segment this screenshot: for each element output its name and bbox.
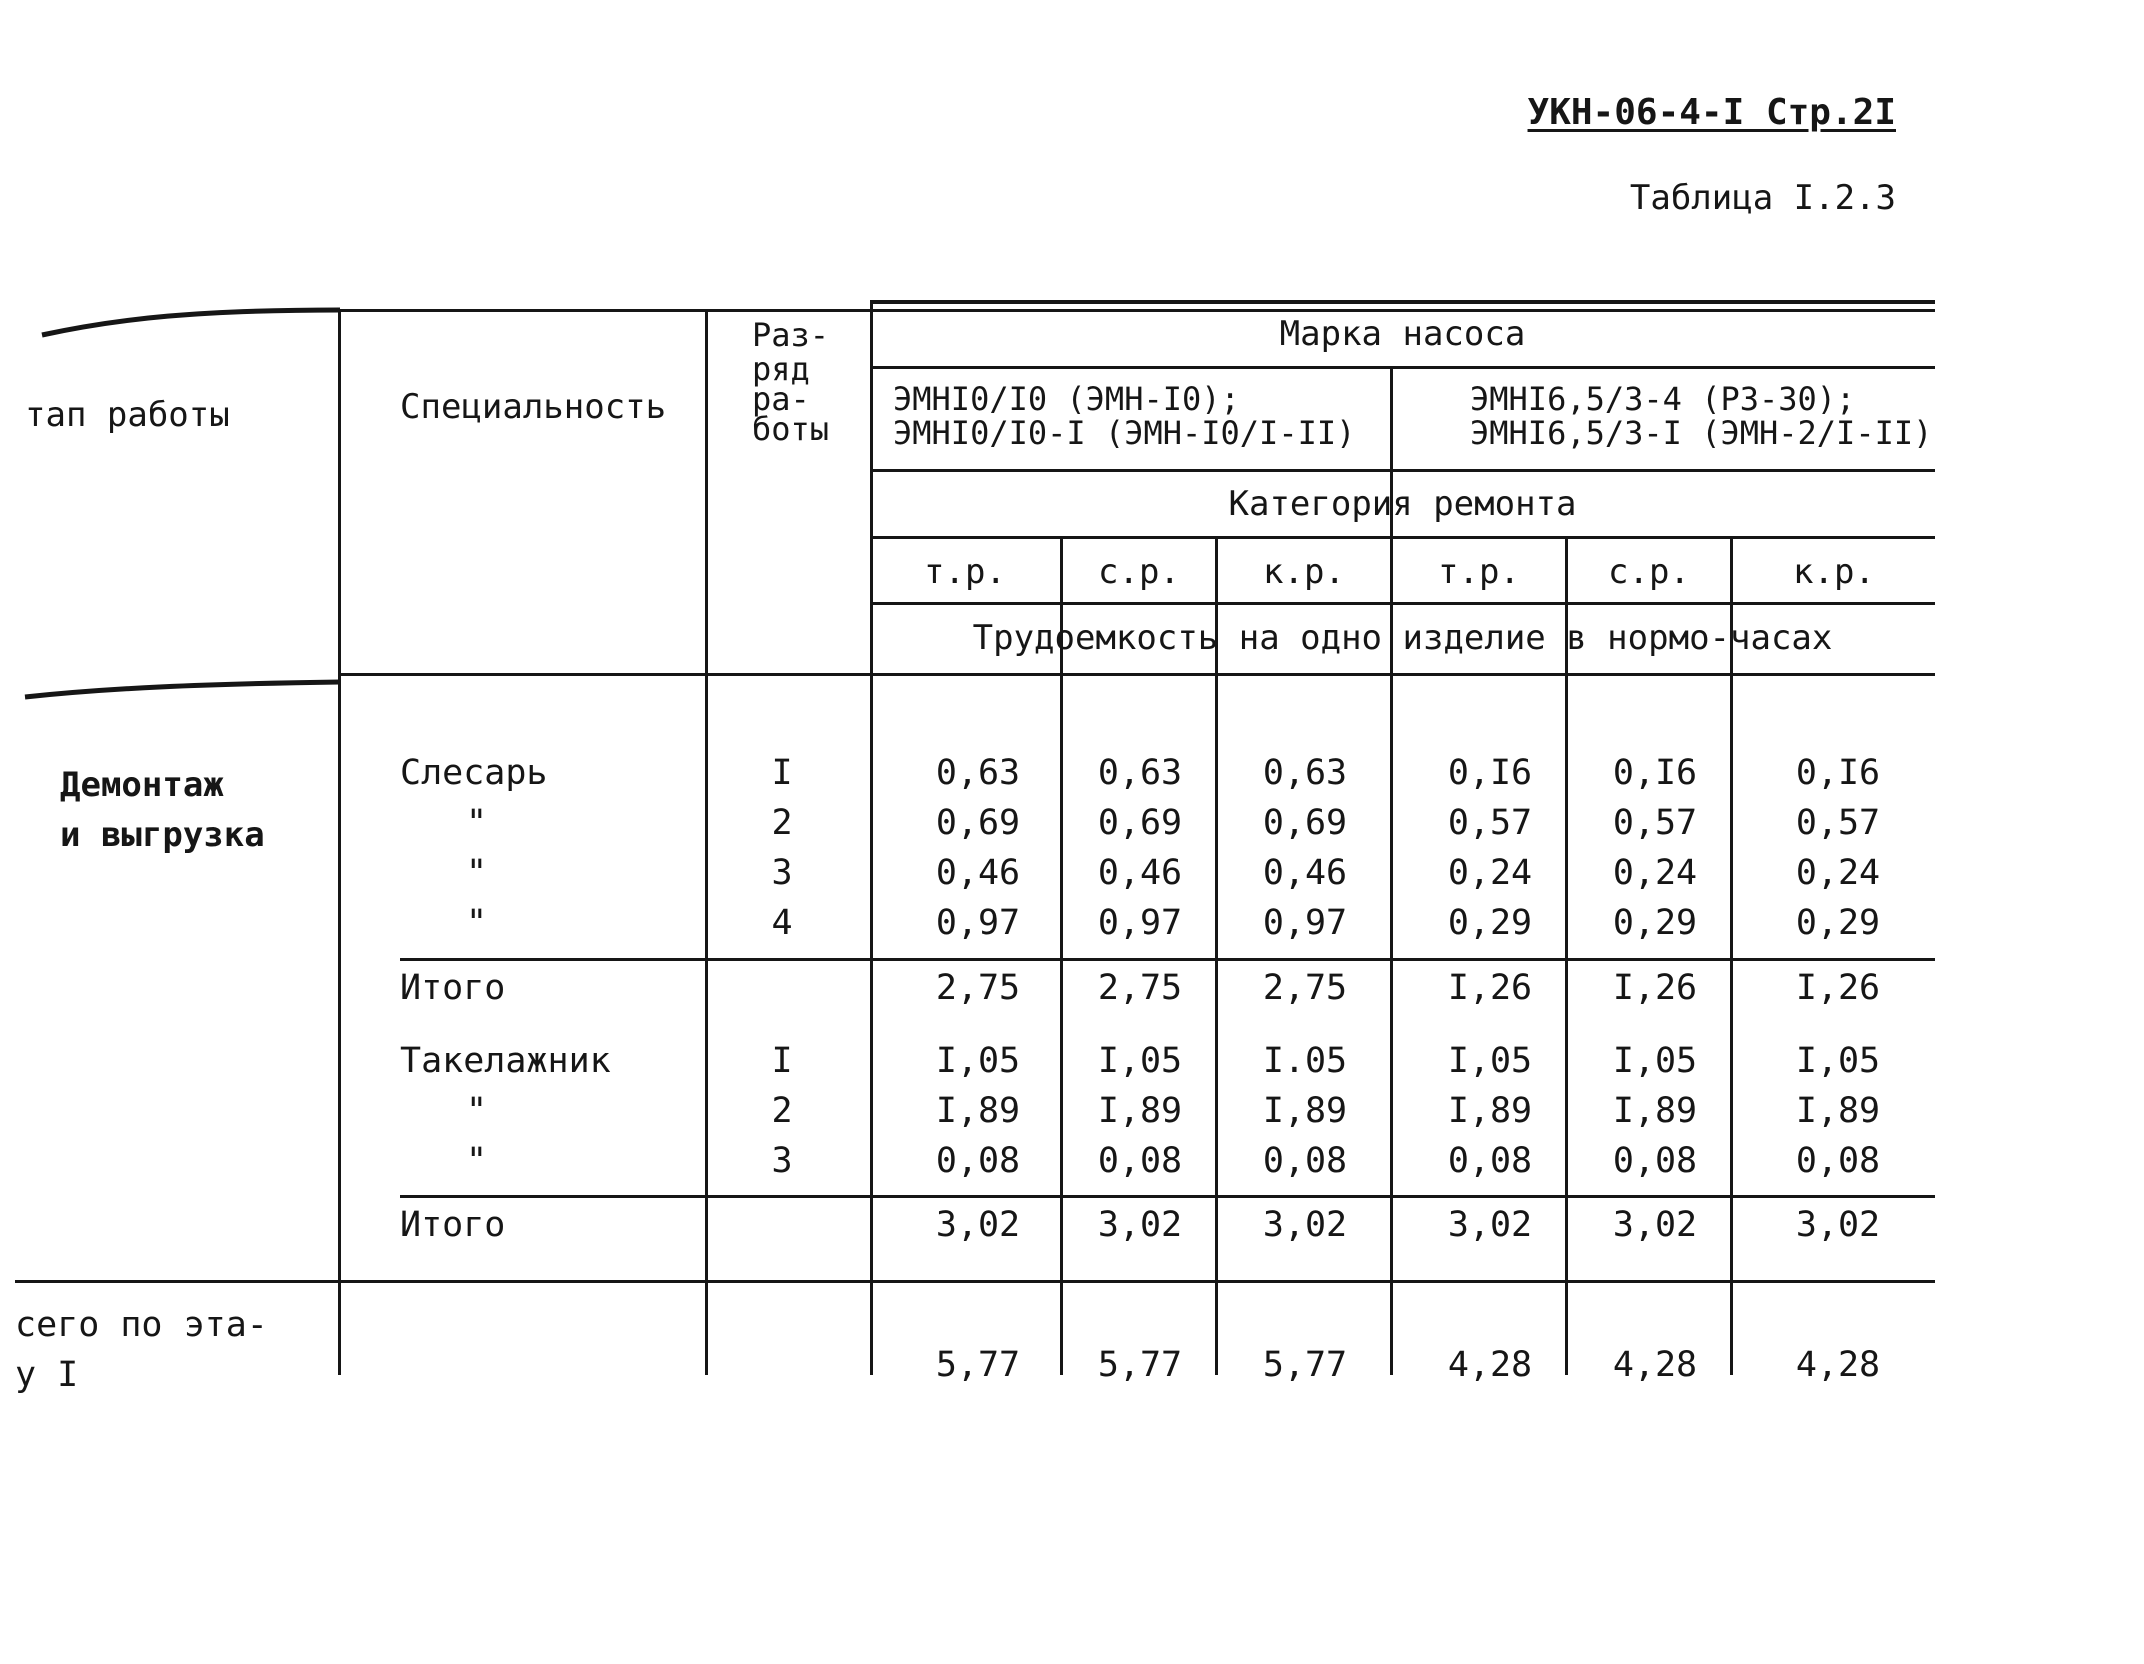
header-specialty: Специальность (400, 387, 667, 427)
col-line-g1-tr (1060, 537, 1063, 1375)
value-cell: 0,24 (1612, 853, 1698, 893)
value-cell: 0,46 (935, 853, 1021, 893)
header-rank: Раз- ряд ра- боты (752, 316, 830, 448)
value-cell: 0,63 (1262, 753, 1348, 793)
value-cell: 0,I6 (1612, 753, 1698, 793)
value-cell: I,89 (1447, 1091, 1533, 1131)
value-cell: 0,46 (1097, 853, 1183, 893)
value-cell: 2,75 (1262, 968, 1348, 1008)
rule-under-groups (870, 469, 1935, 472)
rule-total (15, 1280, 1935, 1283)
value-cell: 0,08 (1262, 1141, 1348, 1181)
value-cell: I,05 (1612, 1041, 1698, 1081)
value-cell: 0,63 (935, 753, 1021, 793)
value-cell: 2,75 (935, 968, 1021, 1008)
value-cell: 3,02 (1097, 1205, 1183, 1245)
total-value-cell: 4,28 (1447, 1345, 1533, 1385)
ditto-mark: " (466, 803, 488, 843)
table-caption: Таблица I.2.3 (1629, 178, 1896, 218)
pen-stroke-top (42, 310, 340, 335)
pump-group-1: ЭМНI0/I0 (ЭМН-I0); ЭМНI0/I0-I (ЭМН-I0/I-II) (893, 380, 1356, 452)
col-line-stage (338, 310, 341, 1375)
stage-name: Демонтаж и выгрузка (60, 765, 265, 855)
value-cell: 0,46 (1262, 853, 1348, 893)
value-cell: 0,08 (1795, 1141, 1881, 1181)
value-cell: 0,57 (1795, 803, 1881, 843)
col-line-rank (870, 300, 873, 1375)
labor-note: Трудоемкость на одно изделие в нормо-часах (972, 618, 1833, 658)
rank-value: 3 (771, 1141, 793, 1181)
subcol-1: т.р. (924, 552, 1006, 592)
subtotal-label: Итого (400, 1205, 506, 1245)
specialty-label: Слесарь (400, 753, 548, 793)
subcol-4: т.р. (1438, 552, 1520, 592)
value-cell: 0,69 (1097, 803, 1183, 843)
value-cell: 0,29 (1447, 903, 1533, 943)
value-cell: 0,24 (1447, 853, 1533, 893)
value-cell: 0,08 (1612, 1141, 1698, 1181)
pump-group-2: ЭМНI6,5/3-4 (РЗ-30); ЭМНI6,5/3-I (ЭМН-2/I-II) (1470, 380, 1933, 452)
rule-subtotal-1 (400, 958, 1935, 961)
value-cell: I,26 (1795, 968, 1881, 1008)
value-cell: 0,57 (1612, 803, 1698, 843)
value-cell: 0,97 (1262, 903, 1348, 943)
header-pump-brand: Марка насоса (1279, 314, 1526, 354)
value-cell: I,89 (1262, 1091, 1348, 1131)
specialty-label: Такелажник (400, 1041, 611, 1081)
rank-value: 3 (771, 853, 793, 893)
value-cell: 0,69 (935, 803, 1021, 843)
subcol-3: к.р. (1263, 552, 1345, 592)
value-cell: 3,02 (1447, 1205, 1533, 1245)
ditto-mark: " (466, 903, 488, 943)
pen-stroke-body (25, 682, 340, 697)
value-cell: 0,I6 (1795, 753, 1881, 793)
total-value-cell: 5,77 (935, 1345, 1021, 1385)
value-cell: 3,02 (1795, 1205, 1881, 1245)
total-value-cell: 5,77 (1097, 1345, 1183, 1385)
rule-brand (870, 300, 1935, 304)
rule-under-brand (870, 366, 1935, 369)
value-cell: 0,08 (1447, 1141, 1533, 1181)
value-cell: 0,08 (935, 1141, 1021, 1181)
rank-value: 2 (771, 1091, 793, 1131)
value-cell: 3,02 (1262, 1205, 1348, 1245)
value-cell: I,26 (1447, 968, 1533, 1008)
value-cell: 0,I6 (1447, 753, 1533, 793)
total-value-cell: 5,77 (1262, 1345, 1348, 1385)
total-value-cell: 4,28 (1795, 1345, 1881, 1385)
rule-under-category (870, 536, 1935, 539)
value-cell: 0,29 (1612, 903, 1698, 943)
rule-header-bottom (340, 673, 1935, 676)
value-cell: I,89 (1795, 1091, 1881, 1131)
rank-value: 2 (771, 803, 793, 843)
rule-under-subcols (870, 602, 1935, 605)
col-line-g2-tr (1565, 537, 1568, 1375)
subcol-2: с.р. (1098, 552, 1180, 592)
value-cell: I,89 (935, 1091, 1021, 1131)
subcol-5: с.р. (1608, 552, 1690, 592)
document-code: УКН-06-4-I Стр.2I (1527, 92, 1896, 133)
ditto-mark: " (466, 1141, 488, 1181)
value-cell: I,26 (1612, 968, 1698, 1008)
value-cell: 0,57 (1447, 803, 1533, 843)
rank-value: 4 (771, 903, 793, 943)
value-cell: 0,29 (1795, 903, 1881, 943)
value-cell: 0,24 (1795, 853, 1881, 893)
value-cell: I,05 (935, 1041, 1021, 1081)
value-cell: 0,97 (1097, 903, 1183, 943)
subtotal-label: Итого (400, 968, 506, 1008)
total-label: сего по эта- у I (15, 1305, 268, 1395)
value-cell: 3,02 (935, 1205, 1021, 1245)
value-cell: I,05 (1795, 1041, 1881, 1081)
rank-value: I (771, 1041, 793, 1081)
header-stage: тап работы (25, 395, 230, 435)
col-line-g1-sr (1215, 537, 1218, 1375)
value-cell: I,05 (1447, 1041, 1533, 1081)
value-cell: 2,75 (1097, 968, 1183, 1008)
value-cell: I.05 (1262, 1041, 1348, 1081)
value-cell: I,89 (1612, 1091, 1698, 1131)
value-cell: 0,63 (1097, 753, 1183, 793)
value-cell: I,89 (1097, 1091, 1183, 1131)
value-cell: 0,69 (1262, 803, 1348, 843)
ditto-mark: " (466, 853, 488, 893)
rank-value: I (771, 753, 793, 793)
rule-subtotal-2 (400, 1195, 1935, 1198)
header-repair-category: Категория ремонта (1228, 484, 1577, 524)
value-cell: 3,02 (1612, 1205, 1698, 1245)
col-line-g2-sr (1730, 537, 1733, 1375)
subcol-6: к.р. (1793, 552, 1875, 592)
ditto-mark: " (466, 1091, 488, 1131)
value-cell: 0,08 (1097, 1141, 1183, 1181)
value-cell: 0,97 (935, 903, 1021, 943)
rule-top (340, 309, 1935, 312)
total-value-cell: 4,28 (1612, 1345, 1698, 1385)
value-cell: I,05 (1097, 1041, 1183, 1081)
